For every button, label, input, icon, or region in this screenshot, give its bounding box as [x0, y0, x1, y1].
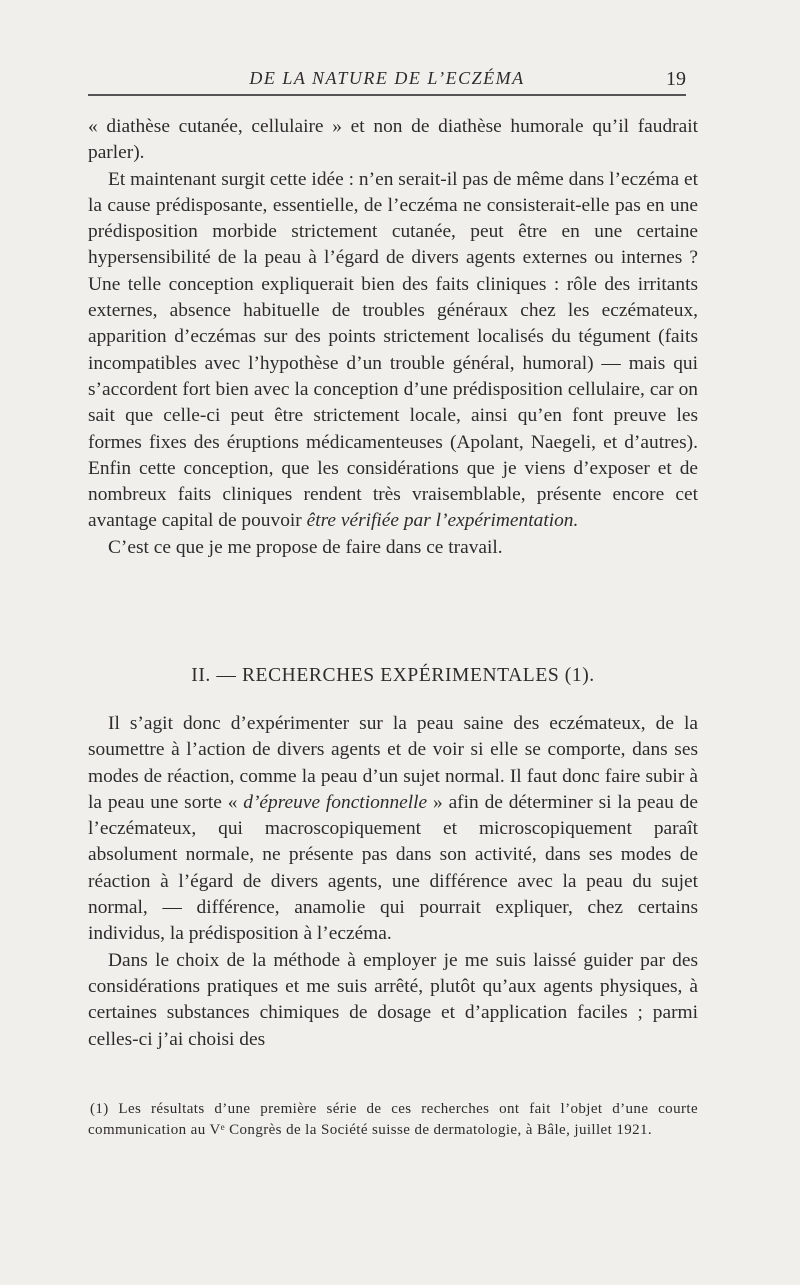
paragraph-method-text-b: » afin de déterminer si la peau de l’eczémateux, qui macroscopiquement et microscopiquement paraît absolument normale, ne présente pas dans son activité, dans ses modes de réaction à l’égard de divers agents, une différence avec la peau du sujet normal, — différence, anamolie qui pourrait expliquer, chez certains individus, la prédisposition à l’eczéma.: [88, 791, 698, 945]
emphasis-functional-test: d’épreuve fonctionnelle: [243, 791, 428, 813]
footnote: [88, 1099, 698, 1141]
footnote-text: (1) Les résultats d’une première série de ces recherches ont fait l’objet d’une courte communication au Vᵉ Congrès de la Société suisse de dermatologie, à Bâle, juillet 1921.: [88, 1101, 698, 1138]
paragraph-method-text-a: Il s’agit donc d’expérimenter sur la peau saine des eczémateux, de la soumettre à l’action de divers agents et de voir si elle se comporte, dans ses modes de réaction, comme la peau d’un sujet normal. Il faut donc faire subir à la peau une sorte «: [88, 713, 698, 813]
emphasis-verification: être vérifiée par l’expérimentation.: [306, 510, 579, 532]
paragraph-purpose: C’est ce que je me propose de faire dans ce travail.: [108, 536, 503, 558]
page-header: [88, 64, 686, 96]
text-block-2: [88, 711, 698, 1053]
running-title: DE LA NATURE DE L’ECZÉMA: [249, 68, 525, 88]
paragraph-hypothesis-text: Et maintenant surgit cette idée : n’en serait-il pas de même dans l’eczéma et la cause prédisposante, essentielle, de l’eczéma ne consisterait-elle pas en une prédisposition morbide strictement cutanée, peut être en une certaine hypersensibilité de la peau à l’égard de divers agents externes ou internes ? Une telle conception expliquerait bien des faits cliniques : rôle des irritants externes, absence habituelle de troubles généraux chez les eczémateux, apparition d’eczémas sur des points strictement localisés du tégument (faits incompatibles avec l’hypothèse d’un trouble général, humoral) — mais qui s’accordent fort bien avec la conception d’une prédisposition cellulaire, car on sait que celle-ci peut être strictement locale, ainsi qu’en font preuve les formes fixes des éruptions médicamenteuses (Apolant, Naegeli, et d’autres). Enfin cette conception, que les considérations que je viens d’exposer et de nombreux faits cliniques rendent très vraisemblable, présente encore cet avantage capital de pouvoir: [88, 168, 698, 532]
paragraph-method: [88, 711, 698, 948]
paragraph-continuation: « diathèse cutanée, cellulaire » et non de diathèse humorale qu’il faudrait parler).: [88, 116, 698, 164]
paragraph-choice: Dans le choix de la méthode à employer je me suis laissé guider par des considérations pratiques et me suis arrêté, plutôt qu’aux agents physiques, à certaines substances chimiques de dosage et d’application faciles ; parmi celles-ci j’ai choisi des: [88, 949, 698, 1050]
section-heading: II. — RECHERCHES EXPÉRIMENTALES (1).: [191, 665, 595, 686]
paragraph-hypothesis: [88, 167, 698, 535]
text-block-1: [88, 114, 698, 561]
page-number: 19: [666, 68, 686, 90]
